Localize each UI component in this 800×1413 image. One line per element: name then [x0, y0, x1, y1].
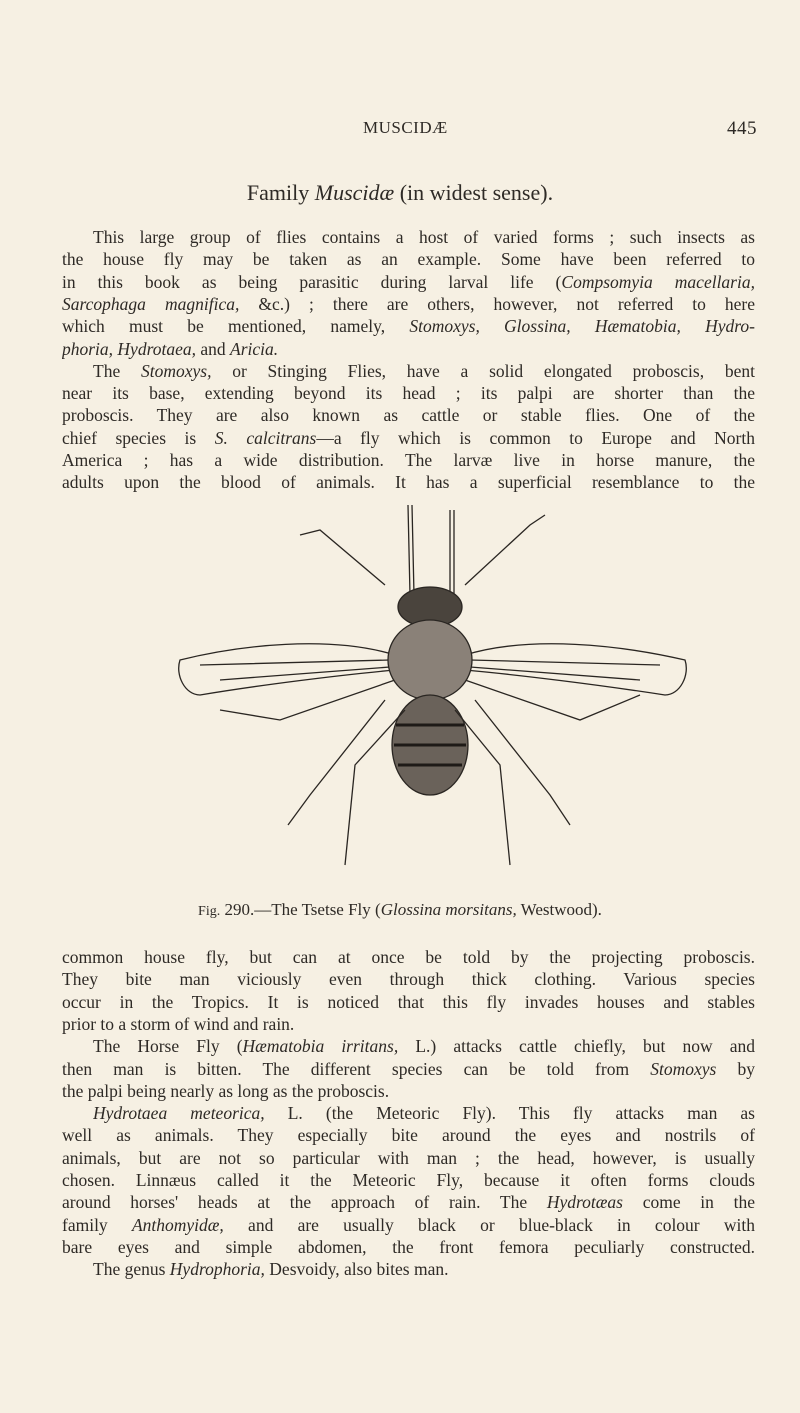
- title-suffix: (in widest sense).: [394, 180, 554, 205]
- section-title: [0, 180, 800, 206]
- text-line: [62, 293, 755, 315]
- text-line: [62, 1214, 755, 1236]
- title-prefix: Family: [246, 180, 315, 205]
- thorax: [388, 620, 472, 700]
- text: come in the: [623, 1192, 755, 1213]
- text: This large group of flies contains a host of varied forms ; such insects as: [93, 227, 755, 247]
- text: then man is bitten. The different species can be told from: [62, 1058, 651, 1079]
- leg-right-outer: [475, 700, 570, 825]
- text-line: [62, 248, 755, 270]
- text: which must be mentioned, namely,: [62, 316, 410, 337]
- italic-text: Aricia.: [230, 338, 279, 359]
- italic-text: Stomoxys,: [140, 360, 212, 381]
- text-line: [62, 1169, 755, 1191]
- text-line: [93, 1035, 755, 1057]
- front-leg-right: [465, 515, 545, 585]
- text-line: [62, 1124, 755, 1146]
- wing-veins-left: [200, 660, 390, 680]
- text: in this book as being parasitic during larval life (: [62, 271, 562, 292]
- text: near its base, extending beyond its head ; its palpi are shorter than the: [62, 383, 755, 404]
- page-number: 445: [727, 118, 757, 139]
- italic-text: Hydrophoria,: [169, 1259, 265, 1280]
- text-line: [62, 471, 755, 493]
- text-line: [62, 1191, 755, 1213]
- text: the house fly may be taken as an example. Some have been referred to: [62, 249, 755, 270]
- text-line: [62, 1147, 755, 1169]
- text: occur in the Tropics. It is noticed that this fly invades houses and stables: [62, 991, 755, 1012]
- figure-label: Fig.: [198, 904, 221, 919]
- figure-caption: [0, 900, 800, 920]
- text-line: [93, 1258, 755, 1280]
- text: L.) attacks cattle chiefly, but now and: [398, 1036, 755, 1057]
- text: Desvoidy, also bites man.: [264, 1259, 449, 1280]
- text-line: [62, 1058, 755, 1080]
- text: by: [716, 1058, 755, 1079]
- text-line: [62, 382, 755, 404]
- text-line: [93, 1102, 755, 1124]
- mid-leg-left: [220, 680, 395, 720]
- text: proboscis. They are also known as cattle or stable flies. One of the: [62, 405, 755, 426]
- text: adults upon the blood of animals. It has a superficial resemblance to the: [62, 472, 755, 493]
- italic-text: Sarcophaga magnifica,: [62, 293, 240, 314]
- text-line: [62, 449, 755, 471]
- text-line: [93, 226, 755, 248]
- text: chosen. Linnæus called it the Meteoric Fly, because it often forms clouds: [62, 1170, 755, 1190]
- text-line: [62, 991, 755, 1013]
- italic-text: Anthomyidæ,: [131, 1214, 224, 1235]
- italic-text: Hydrotaea meteorica,: [93, 1103, 265, 1124]
- text: prior to a storm of wind and rain.: [62, 1013, 295, 1034]
- text-line: [62, 1013, 755, 1035]
- text-line: [62, 427, 755, 449]
- figure-species: Glossina morsitans,: [380, 900, 517, 919]
- text: common house fly, but can at once be told by the projecting proboscis.: [62, 947, 755, 967]
- wing-veins-right: [470, 660, 660, 680]
- text-line: [62, 968, 755, 990]
- text: L. (the Meteoric Fly). This fly attacks man as: [264, 1103, 755, 1124]
- front-leg-left: [300, 530, 385, 585]
- title-italic: Muscidæ: [314, 180, 395, 205]
- text: &c.) ; there are others, however, not referred to here: [239, 293, 755, 314]
- running-title: MUSCIDÆ: [363, 118, 448, 137]
- tsetse-fly-illustration: [160, 495, 700, 870]
- text: America ; has a wide distribution. The larvæ live in horse manure, the: [62, 450, 755, 470]
- text: They bite man viciously even through thick clothing. Various species: [62, 969, 755, 990]
- antenna-right: [450, 510, 454, 595]
- text: around horses' heads at the approach of rain. The: [62, 1192, 547, 1213]
- mid-leg-right: [465, 680, 640, 720]
- text-line: [62, 1236, 755, 1258]
- text-line: [62, 271, 755, 293]
- italic-text: S. calcitrans: [214, 427, 317, 448]
- text: The genus: [93, 1259, 170, 1280]
- text: —a fly which is common to Europe and North: [316, 427, 755, 448]
- text: chief species is: [62, 427, 215, 448]
- text-line: [62, 338, 755, 360]
- text-line: [93, 360, 755, 382]
- text: The: [93, 360, 141, 381]
- text: or Stinging Flies, have a solid elongated proboscis, bent: [211, 360, 755, 381]
- italic-text: phoria, Hydrotaea,: [62, 338, 196, 359]
- text-line: [62, 315, 755, 337]
- figure-number: 290.—The Tsetse Fly (: [220, 900, 381, 919]
- figure-author: Westwood).: [516, 900, 602, 919]
- italic-text: Stomoxys: [650, 1058, 717, 1079]
- text-line: [62, 1080, 755, 1102]
- text: The Horse Fly (: [93, 1036, 243, 1057]
- text: family: [62, 1214, 132, 1235]
- leg-left-outer: [288, 700, 385, 825]
- text-line: [62, 946, 755, 968]
- italic-text: Hydrotæas: [546, 1192, 623, 1213]
- text: the palpi being nearly as long as the proboscis.: [62, 1080, 390, 1101]
- italic-text: Hæmatobia irritans,: [242, 1036, 399, 1057]
- antenna-left: [408, 505, 414, 595]
- italic-text: Compsomyia macellaria,: [561, 271, 755, 292]
- text: bare eyes and simple abdomen, the front femora peculiarly constructed.: [62, 1236, 755, 1257]
- italic-text: Stomoxys, Glossina, Hæmatobia, Hydro-: [409, 316, 755, 337]
- text-line: [62, 404, 755, 426]
- text: and are usually black or blue-black in colour with: [223, 1214, 755, 1235]
- text: well as animals. They especially bite around the eyes and nostrils of: [62, 1125, 755, 1146]
- text: animals, but are not so particular with man ; the head, however, is usually: [62, 1147, 755, 1168]
- text: and: [196, 338, 231, 359]
